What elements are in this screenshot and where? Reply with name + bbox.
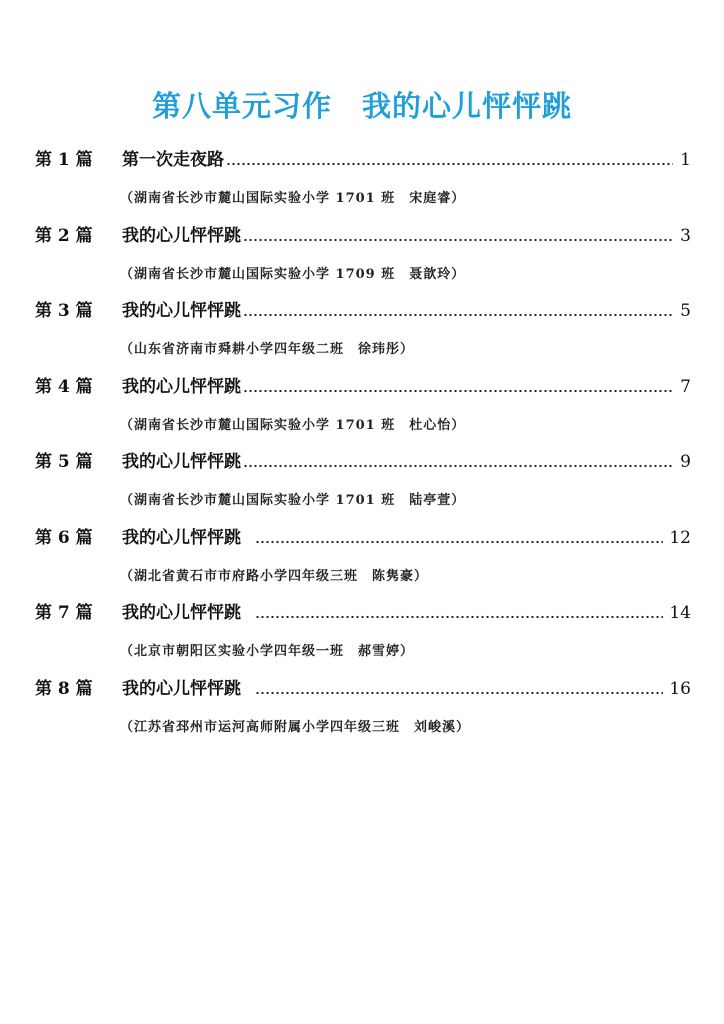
toc-entry-8[interactable]: [35, 676, 691, 752]
table-of-contents: [35, 147, 691, 751]
page-title: 第八单元习作 我的心儿怦怦跳: [151, 89, 572, 123]
entry-title[interactable]: 我的心儿怦怦跳: [122, 603, 241, 623]
entry-title[interactable]: 我的心儿怦怦跳: [122, 376, 241, 397]
page-number: 7: [680, 376, 691, 397]
entry-number: 第 2 篇: [35, 225, 93, 246]
entry-author-info: （江苏省邳州市运河高师附属小学四年级三班 刘峻溪）: [120, 719, 471, 735]
entry-title[interactable]: 我的心儿怦怦跳: [122, 527, 241, 548]
entry-title[interactable]: 第一次走夜路: [122, 150, 224, 170]
entry-title[interactable]: 我的心儿怦怦跳: [122, 301, 241, 321]
entry-author-info: （湖南省长沙市麓山国际实验小学 1701 班 杜心怡）: [120, 417, 466, 433]
page-number: 1: [680, 150, 691, 170]
entry-number: 第 6 篇: [35, 527, 93, 548]
dot-leader: [243, 223, 673, 249]
page-number: 9: [680, 452, 691, 472]
page-number: 12: [669, 527, 691, 548]
entry-number: 第 7 篇: [35, 603, 93, 623]
dot-leader: [255, 676, 663, 702]
entry-author-info: （湖北省黄石市市府路小学四年级三班 陈隽豪）: [120, 568, 429, 584]
entry-number: 第 8 篇: [35, 678, 93, 699]
toc-entry-4[interactable]: [35, 374, 691, 450]
page-number: 16: [669, 678, 691, 699]
toc-entry-7[interactable]: [35, 600, 691, 676]
entry-title[interactable]: 我的心儿怦怦跳: [122, 452, 241, 472]
entry-author-info: （北京市朝阳区实验小学四年级一班 郝雪婷）: [120, 644, 415, 659]
entry-number: 第 1 篇: [35, 150, 93, 170]
entry-author-info: （湖南省长沙市麓山国际实验小学 1701 班 陆亭萱）: [120, 493, 466, 508]
toc-entry-6[interactable]: [35, 525, 691, 601]
dot-leader: [226, 147, 673, 173]
toc-entry-heading: [35, 298, 691, 324]
toc-entry-heading: [35, 600, 691, 626]
toc-entry-1[interactable]: [35, 147, 691, 223]
entry-number: 第 4 篇: [35, 376, 93, 397]
toc-entry-heading: [35, 223, 691, 249]
entry-number: 第 3 篇: [35, 301, 93, 321]
toc-entry-heading: [35, 147, 691, 173]
dot-leader: [255, 525, 663, 551]
page-number: 3: [680, 225, 691, 246]
dot-leader: [255, 600, 663, 626]
dot-leader: [243, 449, 673, 475]
entry-title[interactable]: 我的心儿怦怦跳: [122, 225, 241, 246]
dot-leader: [243, 298, 673, 324]
toc-entry-2[interactable]: [35, 223, 691, 299]
toc-entry-heading: [35, 676, 691, 702]
toc-entry-heading: [35, 449, 691, 475]
dot-leader: [243, 374, 673, 400]
entry-author-info: （山东省济南市舜耕小学四年级二班 徐玮彤）: [120, 342, 415, 357]
entry-author-info: （湖南省长沙市麓山国际实验小学 1701 班 宋庭睿）: [120, 191, 466, 206]
toc-entry-5[interactable]: [35, 449, 691, 525]
page-number: 14: [669, 603, 691, 623]
entry-author-info: （湖南省长沙市麓山国际实验小学 1709 班 聂歆玲）: [120, 266, 466, 282]
toc-entry-3[interactable]: [35, 298, 691, 374]
toc-entry-heading: [35, 374, 691, 400]
page-number: 5: [680, 301, 691, 321]
entry-number: 第 5 篇: [35, 452, 93, 472]
toc-entry-heading: [35, 525, 691, 551]
entry-title[interactable]: 我的心儿怦怦跳: [122, 678, 241, 699]
